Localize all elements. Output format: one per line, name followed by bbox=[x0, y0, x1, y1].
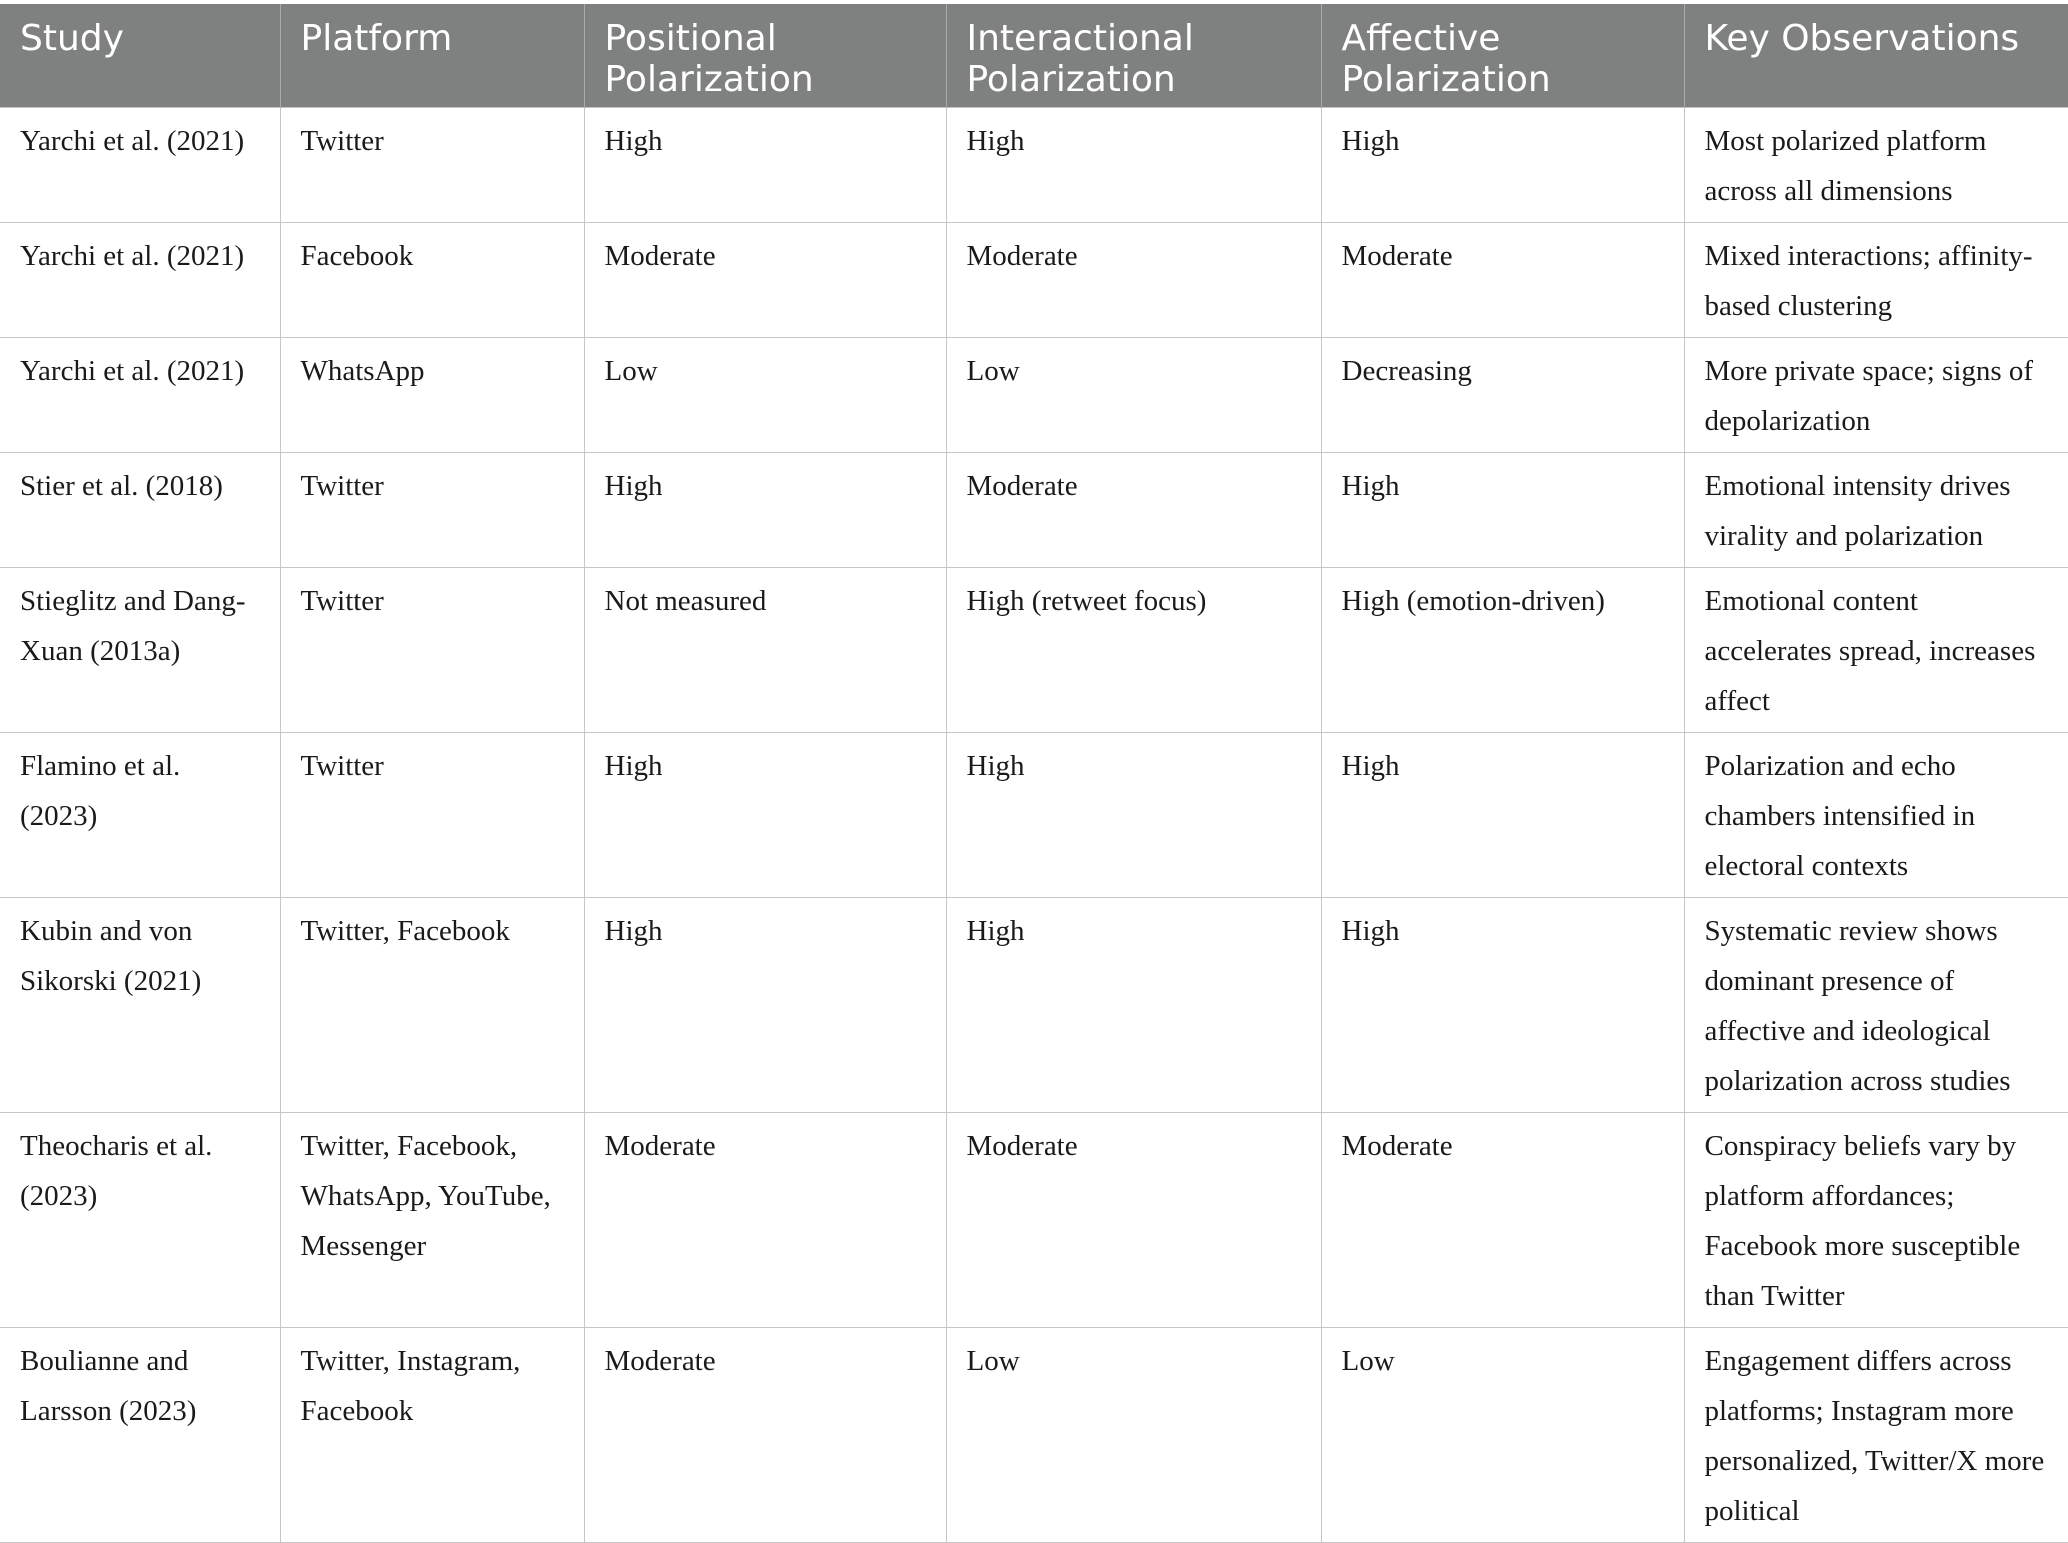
table-row bbox=[0, 338, 2068, 453]
positional-cell: Moderate bbox=[584, 1113, 946, 1328]
affective-cell: High (emotion-driven) bbox=[1321, 568, 1684, 733]
table-row bbox=[0, 568, 2068, 733]
positional-cell: High bbox=[584, 108, 946, 223]
interactional-cell: Low bbox=[946, 1328, 1321, 1543]
observations-cell: Polarization and echo chambers intensified in electoral contexts bbox=[1684, 733, 2068, 898]
study-link[interactable]: Kubin and von Sikorski (2021) bbox=[0, 898, 280, 1113]
platform-cell: Twitter, Instagram, Facebook bbox=[280, 1328, 584, 1543]
study-link[interactable]: Theocharis et al. (2023) bbox=[0, 1113, 280, 1328]
interactional-cell: Moderate bbox=[946, 453, 1321, 568]
study-link[interactable]: Yarchi et al. (2021) bbox=[0, 108, 280, 223]
table-row bbox=[0, 898, 2068, 1113]
positional-cell: Low bbox=[584, 338, 946, 453]
header-platform: Platform bbox=[280, 4, 584, 108]
study-link[interactable]: Yarchi et al. (2021) bbox=[0, 338, 280, 453]
study-link[interactable]: Boulianne and Larsson (2023) bbox=[0, 1328, 280, 1543]
platform-cell: WhatsApp bbox=[280, 338, 584, 453]
platform-cell: Twitter bbox=[280, 453, 584, 568]
affective-cell: High bbox=[1321, 733, 1684, 898]
table-row bbox=[0, 733, 2068, 898]
table-row bbox=[0, 108, 2068, 223]
positional-cell: Not measured bbox=[584, 568, 946, 733]
header-affective-polarization: Affective Polarization bbox=[1321, 4, 1684, 108]
interactional-cell: Moderate bbox=[946, 1113, 1321, 1328]
observations-cell: Systematic review shows dominant presence of affective and ideological polarization across studies bbox=[1684, 898, 2068, 1113]
interactional-cell: High bbox=[946, 108, 1321, 223]
positional-cell: High bbox=[584, 733, 946, 898]
interactional-cell: High bbox=[946, 898, 1321, 1113]
observations-cell: Most polarized platform across all dimensions bbox=[1684, 108, 2068, 223]
table-row bbox=[0, 1328, 2068, 1543]
observations-cell: Emotional intensity drives virality and polarization bbox=[1684, 453, 2068, 568]
platform-cell: Twitter bbox=[280, 108, 584, 223]
polarization-studies-table bbox=[0, 4, 2068, 1543]
observations-cell: Engagement differs across platforms; Instagram more personalized, Twitter/X more political bbox=[1684, 1328, 2068, 1543]
study-link[interactable]: Yarchi et al. (2021) bbox=[0, 223, 280, 338]
header-key-observations: Key Observations bbox=[1684, 4, 2068, 108]
table-row bbox=[0, 223, 2068, 338]
interactional-cell: High bbox=[946, 733, 1321, 898]
interactional-cell: Low bbox=[946, 338, 1321, 453]
interactional-cell: High (retweet focus) bbox=[946, 568, 1321, 733]
platform-cell: Twitter, Facebook bbox=[280, 898, 584, 1113]
observations-cell: Conspiracy beliefs vary by platform affordances; Facebook more susceptible than Twitter bbox=[1684, 1113, 2068, 1328]
header-interactional-polarization: Interactional Polarization bbox=[946, 4, 1321, 108]
study-link[interactable]: Stieglitz and Dang-Xuan (2013a) bbox=[0, 568, 280, 733]
affective-cell: Moderate bbox=[1321, 1113, 1684, 1328]
interactional-cell: Moderate bbox=[946, 223, 1321, 338]
table-row bbox=[0, 1113, 2068, 1328]
platform-cell: Facebook bbox=[280, 223, 584, 338]
positional-cell: High bbox=[584, 453, 946, 568]
platform-cell: Twitter, Facebook, WhatsApp, YouTube, Messenger bbox=[280, 1113, 584, 1328]
affective-cell: High bbox=[1321, 453, 1684, 568]
table-row bbox=[0, 453, 2068, 568]
platform-cell: Twitter bbox=[280, 733, 584, 898]
affective-cell: Low bbox=[1321, 1328, 1684, 1543]
affective-cell: Decreasing bbox=[1321, 338, 1684, 453]
affective-cell: High bbox=[1321, 898, 1684, 1113]
study-link[interactable]: Stier et al. (2018) bbox=[0, 453, 280, 568]
header-study: Study bbox=[0, 4, 280, 108]
platform-cell: Twitter bbox=[280, 568, 584, 733]
observations-cell: Mixed interactions; affinity-based clustering bbox=[1684, 223, 2068, 338]
affective-cell: Moderate bbox=[1321, 223, 1684, 338]
positional-cell: Moderate bbox=[584, 223, 946, 338]
affective-cell: High bbox=[1321, 108, 1684, 223]
observations-cell: Emotional content accelerates spread, increases affect bbox=[1684, 568, 2068, 733]
study-link[interactable]: Flamino et al. (2023) bbox=[0, 733, 280, 898]
header-positional-polarization: Positional Polarization bbox=[584, 4, 946, 108]
positional-cell: High bbox=[584, 898, 946, 1113]
observations-cell: More private space; signs of depolarization bbox=[1684, 338, 2068, 453]
positional-cell: Moderate bbox=[584, 1328, 946, 1543]
table-header-row bbox=[0, 4, 2068, 108]
